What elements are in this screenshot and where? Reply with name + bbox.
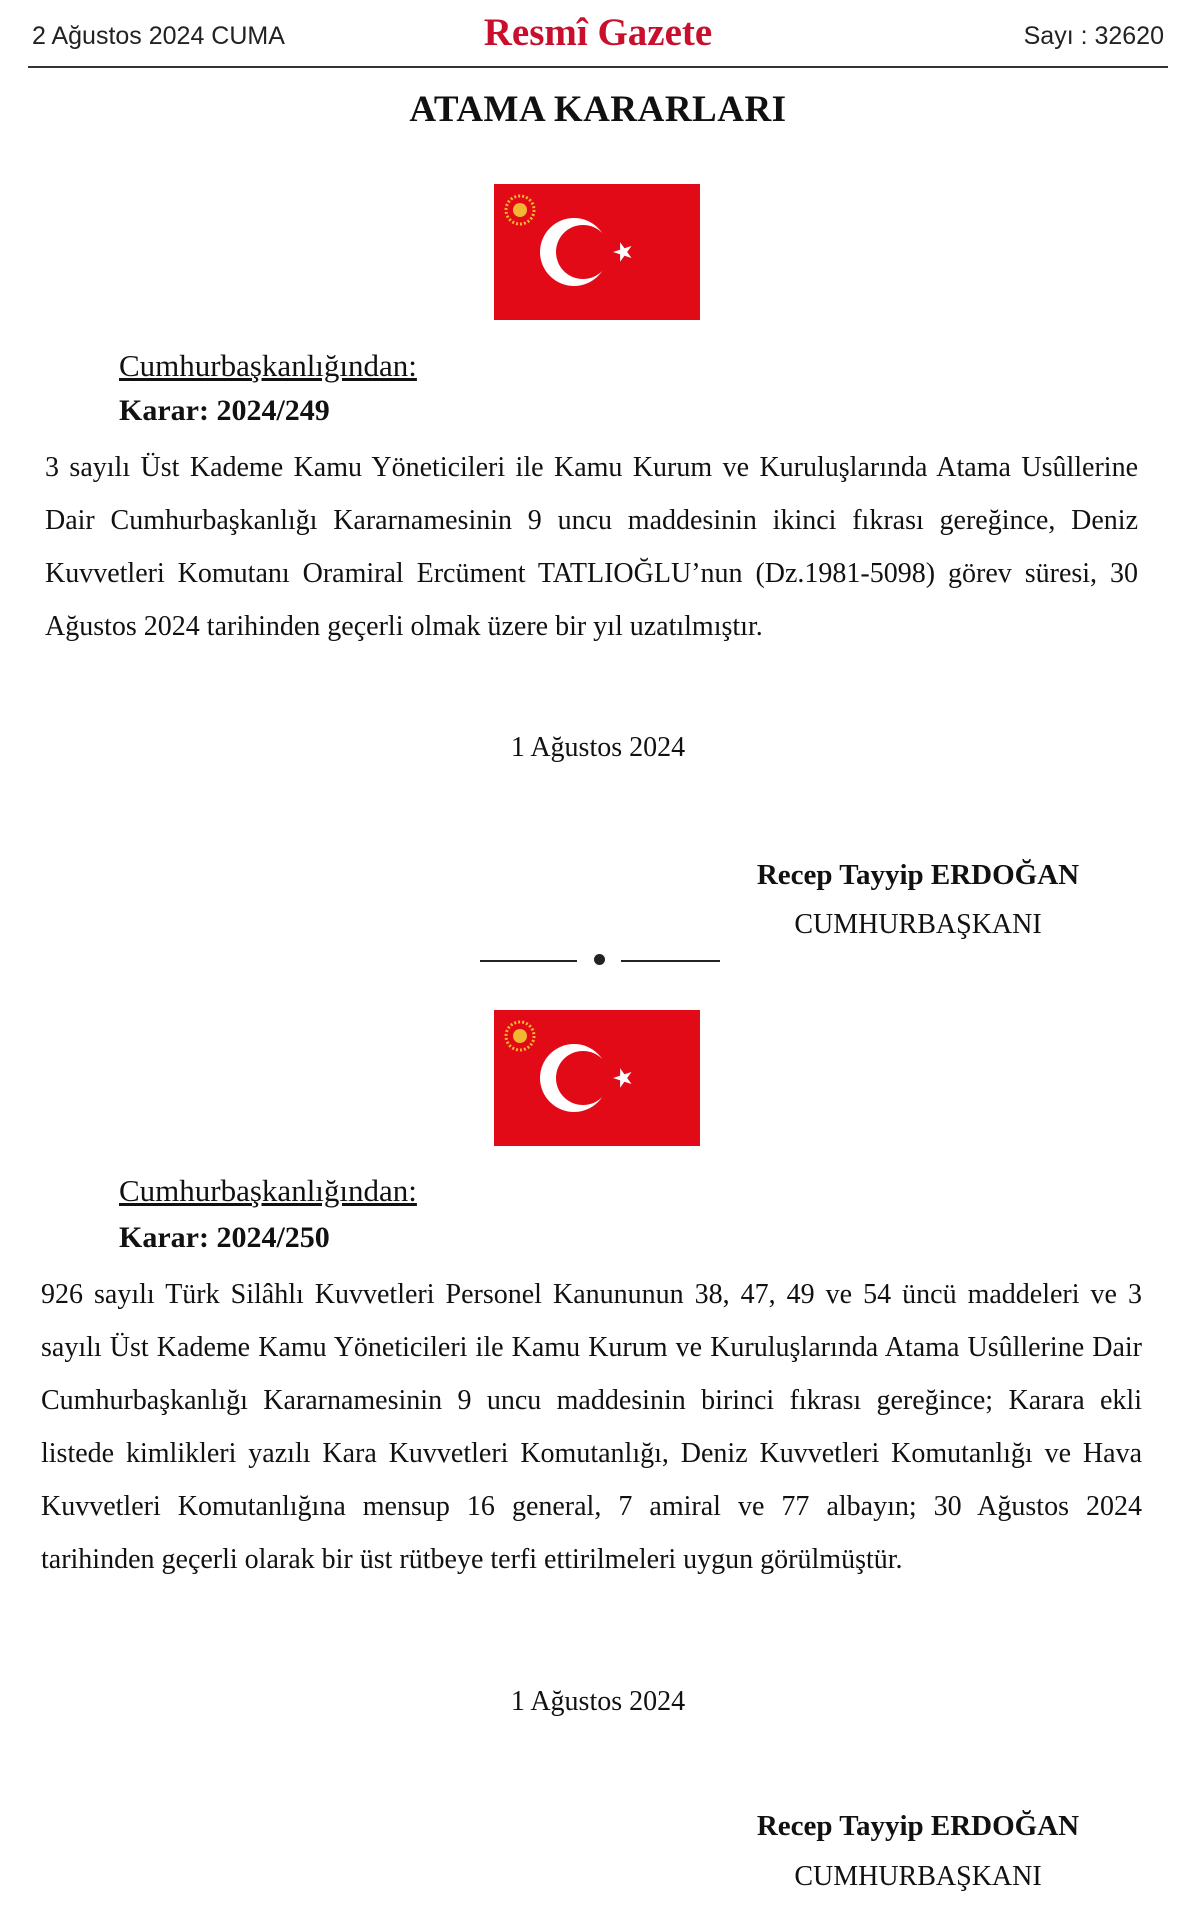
- decision-date: 1 Ağustos 2024: [510, 1686, 686, 1717]
- gazette-title: Resmî Gazete: [483, 11, 713, 54]
- decision-number: Karar: 2024/250: [119, 1221, 330, 1254]
- gazette-header: [28, 0, 1168, 68]
- decision-date: 1 Ağustos 2024: [510, 732, 686, 763]
- signer-name: Recep Tayyip ERDOĞAN: [756, 1810, 1080, 1842]
- institution-label: Cumhurbaşkanlığından:: [119, 348, 417, 383]
- signer-title: CUMHURBAŞKANI: [794, 1861, 1042, 1892]
- section-separator: [480, 954, 720, 966]
- decision-number: Karar: 2024/249: [119, 394, 330, 427]
- turkish-flag-icon: [494, 184, 700, 320]
- issue-number: Sayı : 32620: [1023, 22, 1164, 50]
- page-title: ATAMA KARARLARI: [409, 89, 787, 130]
- separator-dot-icon: [594, 954, 605, 965]
- issue-date: 2 Ağustos 2024 CUMA: [32, 22, 285, 50]
- turkish-flag-icon: [494, 1010, 700, 1146]
- institution-label: Cumhurbaşkanlığından:: [119, 1173, 417, 1208]
- signer-title: CUMHURBAŞKANI: [794, 909, 1042, 940]
- decision-text: 3 sayılı Üst Kademe Kamu Yöneticileri ile Kamu Kurum ve Kuruluşlarında Atama Usûllerine Dair Cumhurbaşkanlığı Kararnamesinin 9 uncu maddesinin ikinci fıkrası gereğince, Deniz Kuvvetleri Komutanı Oramiral Ercüment TATLIOĞLU’nun (Dz.1981-5098) görev süresi, 30 Ağustos 2024 tarihinden geçerli olmak üzere bir yıl uzatılmıştır.: [45, 452, 1138, 642]
- signer-name: Recep Tayyip ERDOĞAN: [756, 859, 1080, 891]
- decision-text: 926 sayılı Türk Silâhlı Kuvvetleri Personel Kanununun 38, 47, 49 ve 54 üncü maddeleri ve 3 sayılı Üst Kademe Kamu Yöneticileri ile Kamu Kurum ve Kuruluşlarında Atama Usûllerine Dair Cumhurbaşkanlığı Kararnamesinin 9 uncu maddesinin birinci fıkrası gereğince; Karara ekli listede kimlikleri yazılı Kara Kuvvetleri Komutanlığı, Deniz Kuvvetleri Komutanlığı ve Hava Kuvvetleri Komutanlığına mensup 16 general, 7 amiral ve 77 albayın; 30 Ağustos 2024 tarihinden geçerli olarak bir üst rütbeye terfi ettirilmeleri uygun görülmüştür.: [41, 1279, 1142, 1575]
